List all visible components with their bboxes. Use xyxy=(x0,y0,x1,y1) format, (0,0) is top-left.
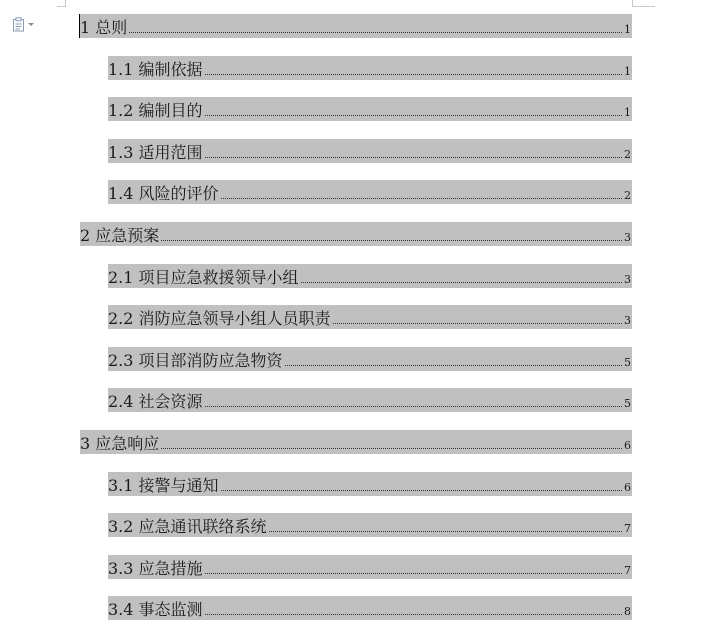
toc-leader-dots xyxy=(221,490,622,491)
toc-page-number: 2 xyxy=(624,148,631,161)
toc-entry-title xyxy=(108,265,300,288)
toc-entry[interactable] xyxy=(108,139,632,163)
toc-entry-text: 编制目的 xyxy=(138,100,203,120)
toc-entry-title xyxy=(108,57,204,80)
toc-entry-number: 1.4 xyxy=(108,183,134,203)
toc-entry-title xyxy=(108,556,204,579)
toc-leader-dots xyxy=(161,240,622,241)
toc-entry[interactable] xyxy=(108,347,632,371)
toc-entry-text: 项目部消防应急物资 xyxy=(138,350,283,370)
toc-page-number: 6 xyxy=(624,439,631,452)
toc-leader-dots xyxy=(161,448,622,449)
toc-entry-number: 2.2 xyxy=(108,308,134,328)
toc-entry-text: 项目应急救援领导小组 xyxy=(138,267,299,287)
toc-leader-dots xyxy=(269,531,622,532)
toc-entry-number: 1.1 xyxy=(108,59,134,79)
toc-entry[interactable] xyxy=(80,430,632,454)
toc-entry[interactable] xyxy=(108,555,632,579)
toc-leader-dots xyxy=(205,614,622,615)
toc-entry-title xyxy=(108,473,220,496)
toc-entry-title xyxy=(108,348,284,371)
toc-entry[interactable] xyxy=(108,97,632,121)
toc-entry-text: 应急预案 xyxy=(95,225,160,245)
toc-leader-dots xyxy=(285,365,622,366)
toc-leader-dots xyxy=(205,115,622,116)
toc-page-number: 3 xyxy=(624,231,631,244)
toc-entry[interactable] xyxy=(108,596,632,620)
toc-page-number: 7 xyxy=(624,522,631,535)
toc-entry-text: 社会资源 xyxy=(138,391,203,411)
toc-entry-text: 总则 xyxy=(95,17,128,37)
toc-entry-number: 2.4 xyxy=(108,391,134,411)
toc-page-number: 8 xyxy=(624,605,631,618)
toc-entry-number: 1 xyxy=(80,17,91,37)
toc-page-number: 7 xyxy=(624,564,631,577)
toc-entry[interactable] xyxy=(108,305,632,329)
toc-page-number: 2 xyxy=(624,189,631,202)
toc-leader-dots xyxy=(205,406,622,407)
toc-entry-number: 2.3 xyxy=(108,350,134,370)
toc-page-number: 1 xyxy=(624,23,631,36)
toc-page-number: 6 xyxy=(624,481,631,494)
toc-leader-dots xyxy=(129,32,622,33)
toc-entry-title xyxy=(80,431,160,454)
toc-entry-title xyxy=(108,389,204,412)
toc-entry-title xyxy=(80,15,128,38)
toc-entry-number: 3.2 xyxy=(108,516,134,536)
toc-entry[interactable] xyxy=(108,472,632,496)
toc-entry-title xyxy=(108,98,204,121)
toc-entry-text: 消防应急领导小组人员职责 xyxy=(138,308,331,328)
toc-entry[interactable] xyxy=(108,513,632,537)
toc-entry-number: 3.1 xyxy=(108,475,134,495)
toc-entry-text: 风险的评价 xyxy=(138,183,219,203)
toc-leader-dots xyxy=(301,282,622,283)
toc-entry[interactable] xyxy=(108,56,632,80)
toc-entry-number: 2.1 xyxy=(108,267,134,287)
toc-entry[interactable] xyxy=(108,180,632,204)
toc-leader-dots xyxy=(221,198,622,199)
toc-entry-title xyxy=(108,597,204,620)
toc-entry-number: 3 xyxy=(80,433,91,453)
toc-entry-title xyxy=(80,223,160,246)
toc-page-number: 5 xyxy=(624,356,631,369)
toc-page-number: 3 xyxy=(624,314,631,327)
toc-page-number: 5 xyxy=(624,397,631,410)
toc-entry-title xyxy=(108,514,268,537)
toc-page-number: 1 xyxy=(624,106,631,119)
toc-entry-title xyxy=(108,181,220,204)
toc-entry-title xyxy=(108,140,204,163)
toc-leader-dots xyxy=(333,323,622,324)
toc-entry-title xyxy=(108,306,332,329)
toc-entry-number: 2 xyxy=(80,225,91,245)
toc-leader-dots xyxy=(205,573,622,574)
toc-entry-number: 1.3 xyxy=(108,142,134,162)
toc-entry[interactable] xyxy=(108,388,632,412)
text-cursor xyxy=(79,14,80,38)
toc-entry-text: 应急响应 xyxy=(95,433,160,453)
toc-entry-text: 事态监测 xyxy=(138,599,203,619)
toc-entry-text: 应急措施 xyxy=(138,558,203,578)
toc-leader-dots xyxy=(205,157,622,158)
toc-page-number: 3 xyxy=(624,273,631,286)
toc-page-number: 1 xyxy=(624,65,631,78)
toc-leader-dots xyxy=(205,74,622,75)
toc-entry-text: 接警与通知 xyxy=(138,475,219,495)
toc-entry-text: 编制依据 xyxy=(138,59,203,79)
toc-entry-number: 3.3 xyxy=(108,558,134,578)
toc-entry[interactable] xyxy=(80,222,632,246)
toc-entry-number: 1.2 xyxy=(108,100,134,120)
toc-entry-text: 应急通讯联络系统 xyxy=(138,516,267,536)
toc-entry-number: 3.4 xyxy=(108,599,134,619)
toc-entry[interactable] xyxy=(108,264,632,288)
toc-entry-text: 适用范围 xyxy=(138,142,203,162)
toc-entry[interactable] xyxy=(80,14,632,38)
